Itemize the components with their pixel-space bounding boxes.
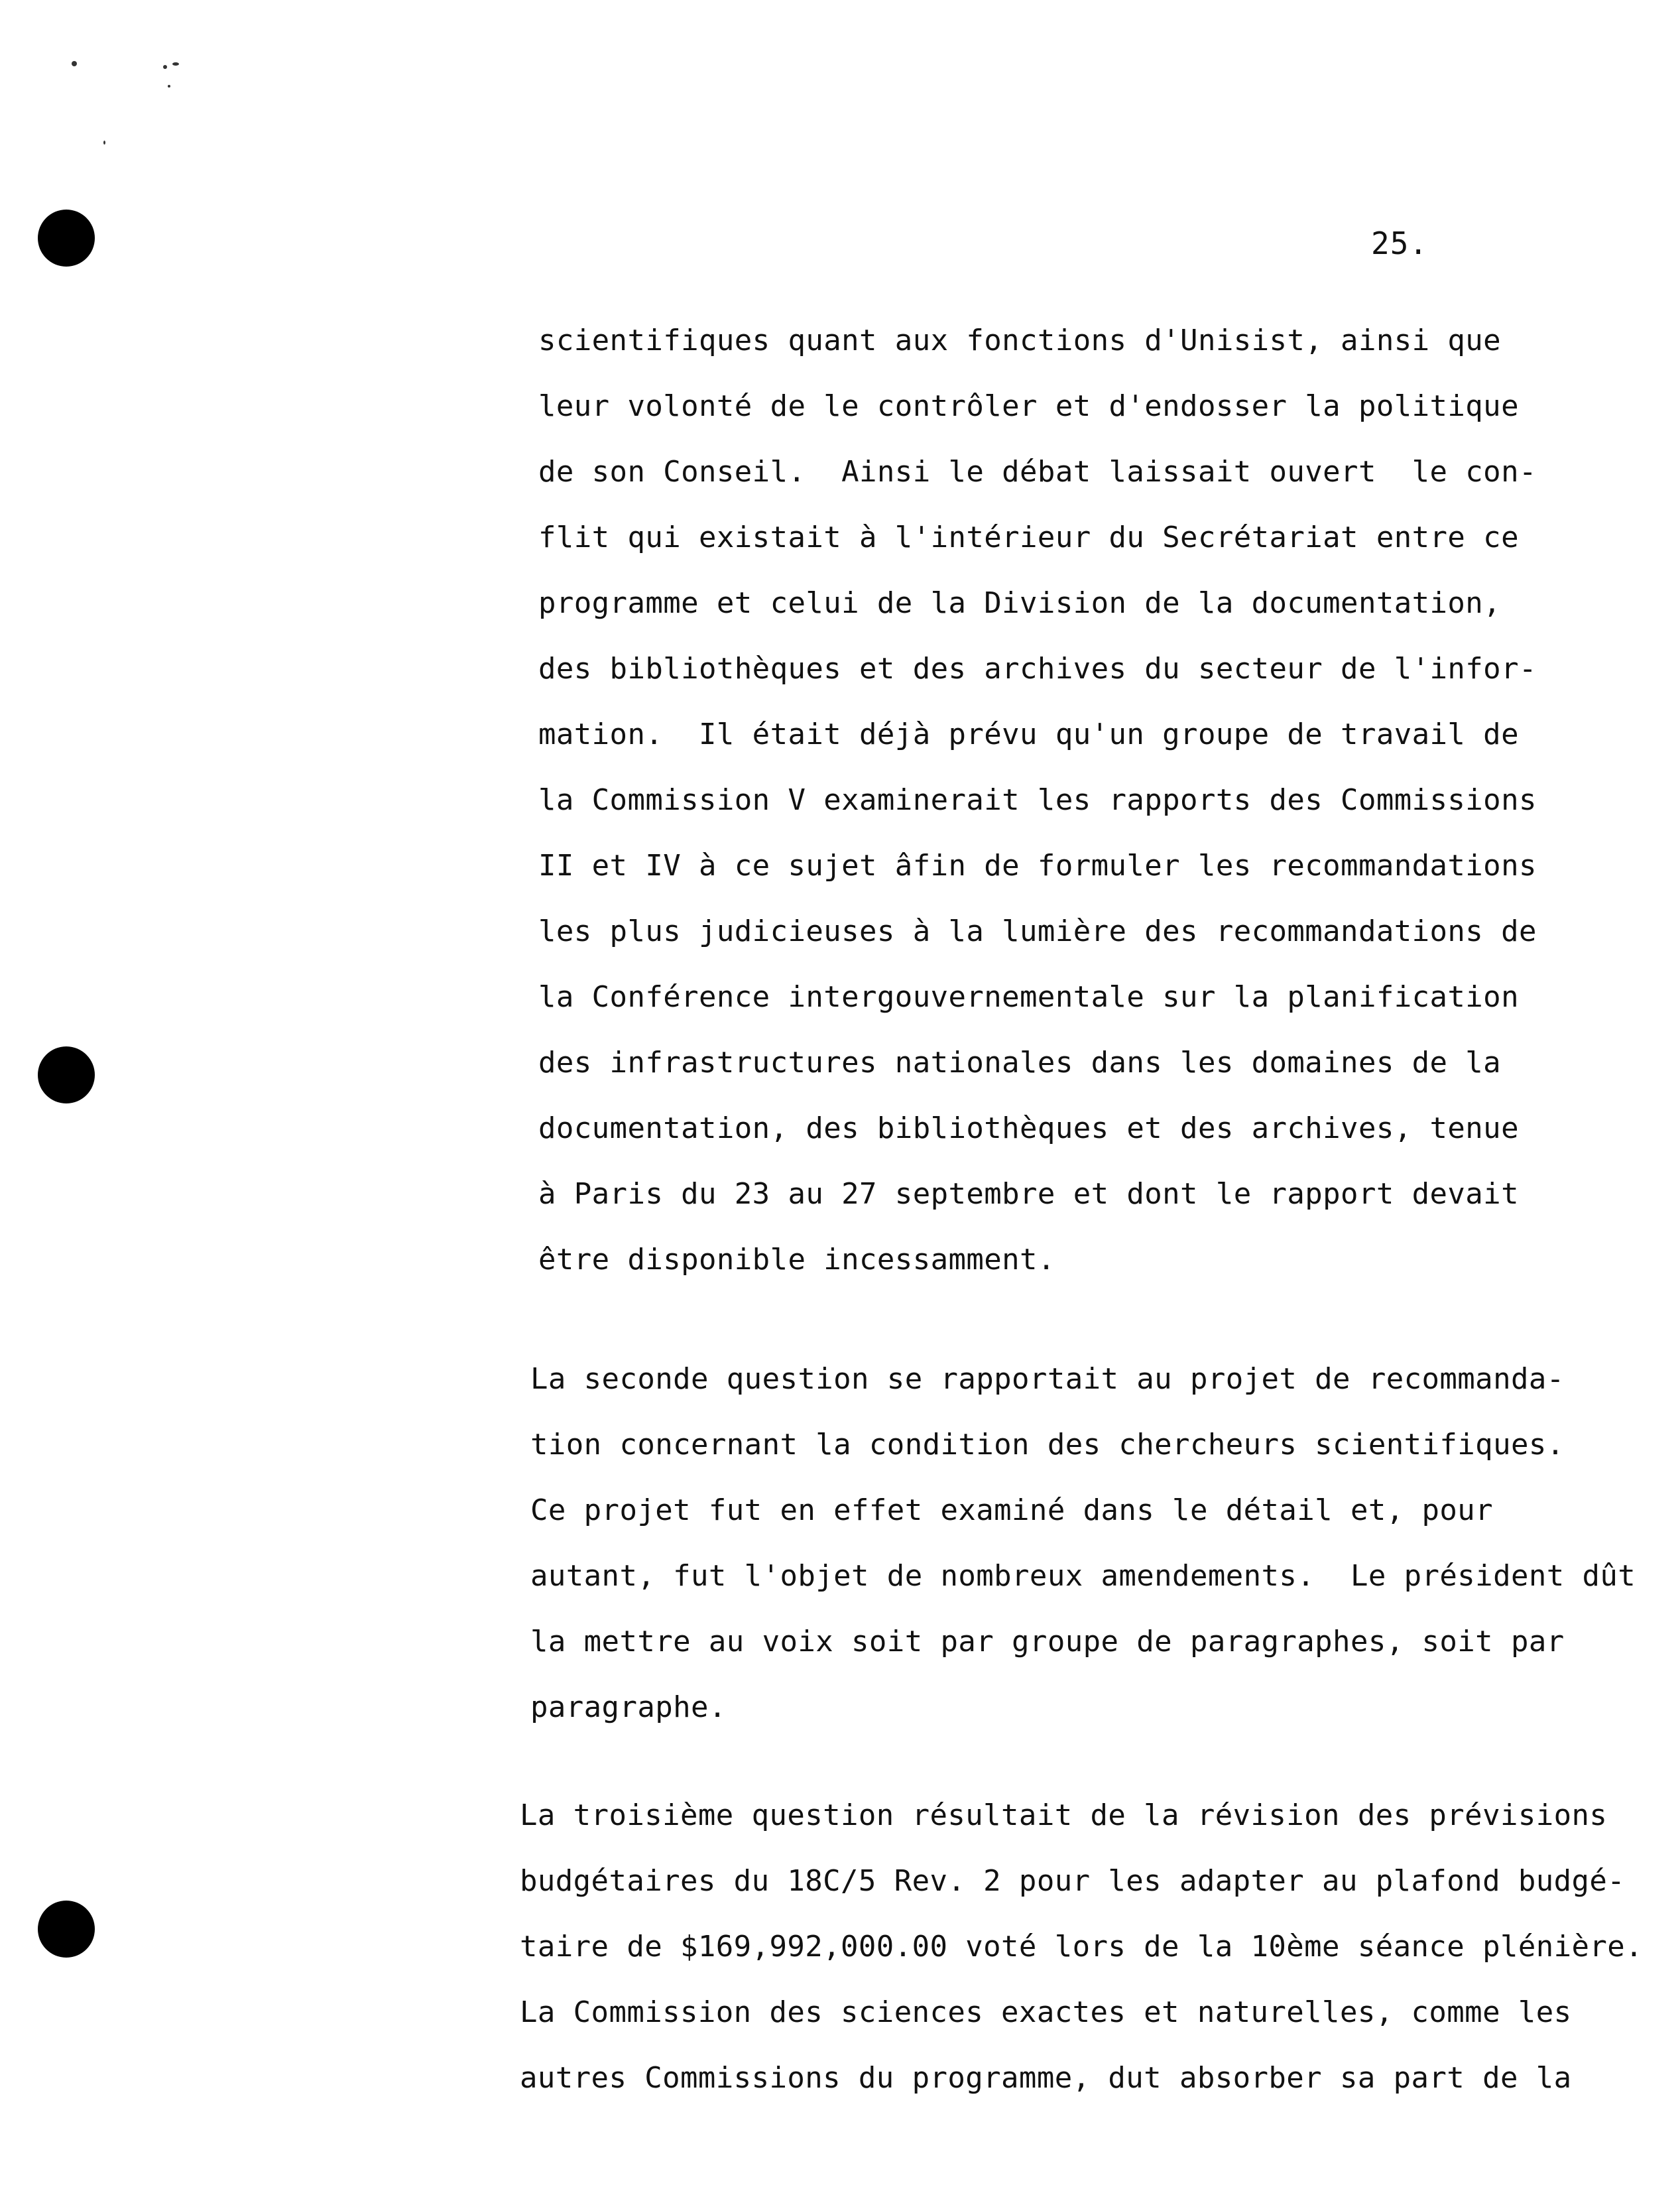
text-line: scientifiques quant aux fonctions d'Unisist, ainsi que	[538, 324, 1502, 357]
text-line: les plus judicieuses à la lumière des recommandations de	[538, 914, 1537, 948]
punch-hole-middle	[38, 1046, 95, 1103]
text-line: La troisième question résultait de la révision des prévisions	[520, 1798, 1608, 1832]
scan-speck	[163, 65, 167, 69]
scan-speck	[172, 62, 179, 66]
text-line: à Paris du 23 au 27 septembre et dont le rapport devait	[538, 1177, 1519, 1211]
text-line: autres Commissions du programme, dut absorber sa part de la	[520, 2061, 1572, 2095]
text-line: de son Conseil. Ainsi le débat laissait ouvert le con-	[538, 455, 1537, 489]
text-line: Ce projet fut en effet examiné dans le détail et, pour	[530, 1493, 1494, 1527]
text-line: la mettre au voix soit par groupe de paragraphes, soit par	[530, 1625, 1565, 1659]
text-line: La seconde question se rapportait au projet de recommanda-	[530, 1362, 1565, 1396]
text-line: II et IV à ce sujet âfin de formuler les recommandations	[538, 849, 1537, 883]
text-line: paragraphe.	[530, 1690, 727, 1724]
text-line: taire de $169,992,000.00 voté lors de la 10ème séance plénière.	[520, 1930, 1644, 1964]
scan-speck	[72, 61, 77, 66]
scan-speck	[103, 141, 105, 145]
punch-hole-top	[38, 210, 95, 267]
text-line: tion concernant la condition des chercheurs scientifiques.	[530, 1428, 1565, 1462]
text-line: autant, fut l'objet de nombreux amendements. Le président dût	[530, 1559, 1636, 1593]
paragraph-2	[530, 1346, 1636, 1740]
page-number: 25.	[1371, 225, 1429, 261]
text-line: budgétaires du 18C/5 Rev. 2 pour les adapter au plafond budgé-	[520, 1864, 1626, 1898]
text-line: être disponible incessamment.	[538, 1243, 1055, 1277]
text-line: la Conférence intergouvernementale sur la planification	[538, 980, 1519, 1014]
text-line: La Commission des sciences exactes et naturelles, comme les	[520, 1995, 1572, 2029]
paragraph-3	[520, 1783, 1643, 2111]
punch-hole-bottom	[38, 1901, 95, 1958]
scan-speck	[168, 85, 170, 88]
text-line: flit qui existait à l'intérieur du Secrétariat entre ce	[538, 521, 1519, 554]
text-line: programme et celui de la Division de la documentation,	[538, 586, 1502, 620]
paragraph-1	[538, 308, 1537, 1292]
text-line: leur volonté de le contrôler et d'endosser la politique	[538, 389, 1519, 423]
text-line: mation. Il était déjà prévu qu'un groupe de travail de	[538, 718, 1519, 751]
text-line: la Commission V examinerait les rapports des Commissions	[538, 783, 1537, 817]
text-line: des bibliothèques et des archives du secteur de l'infor-	[538, 652, 1537, 686]
text-line: documentation, des bibliothèques et des archives, tenue	[538, 1111, 1519, 1145]
text-line: des infrastructures nationales dans les domaines de la	[538, 1046, 1502, 1080]
